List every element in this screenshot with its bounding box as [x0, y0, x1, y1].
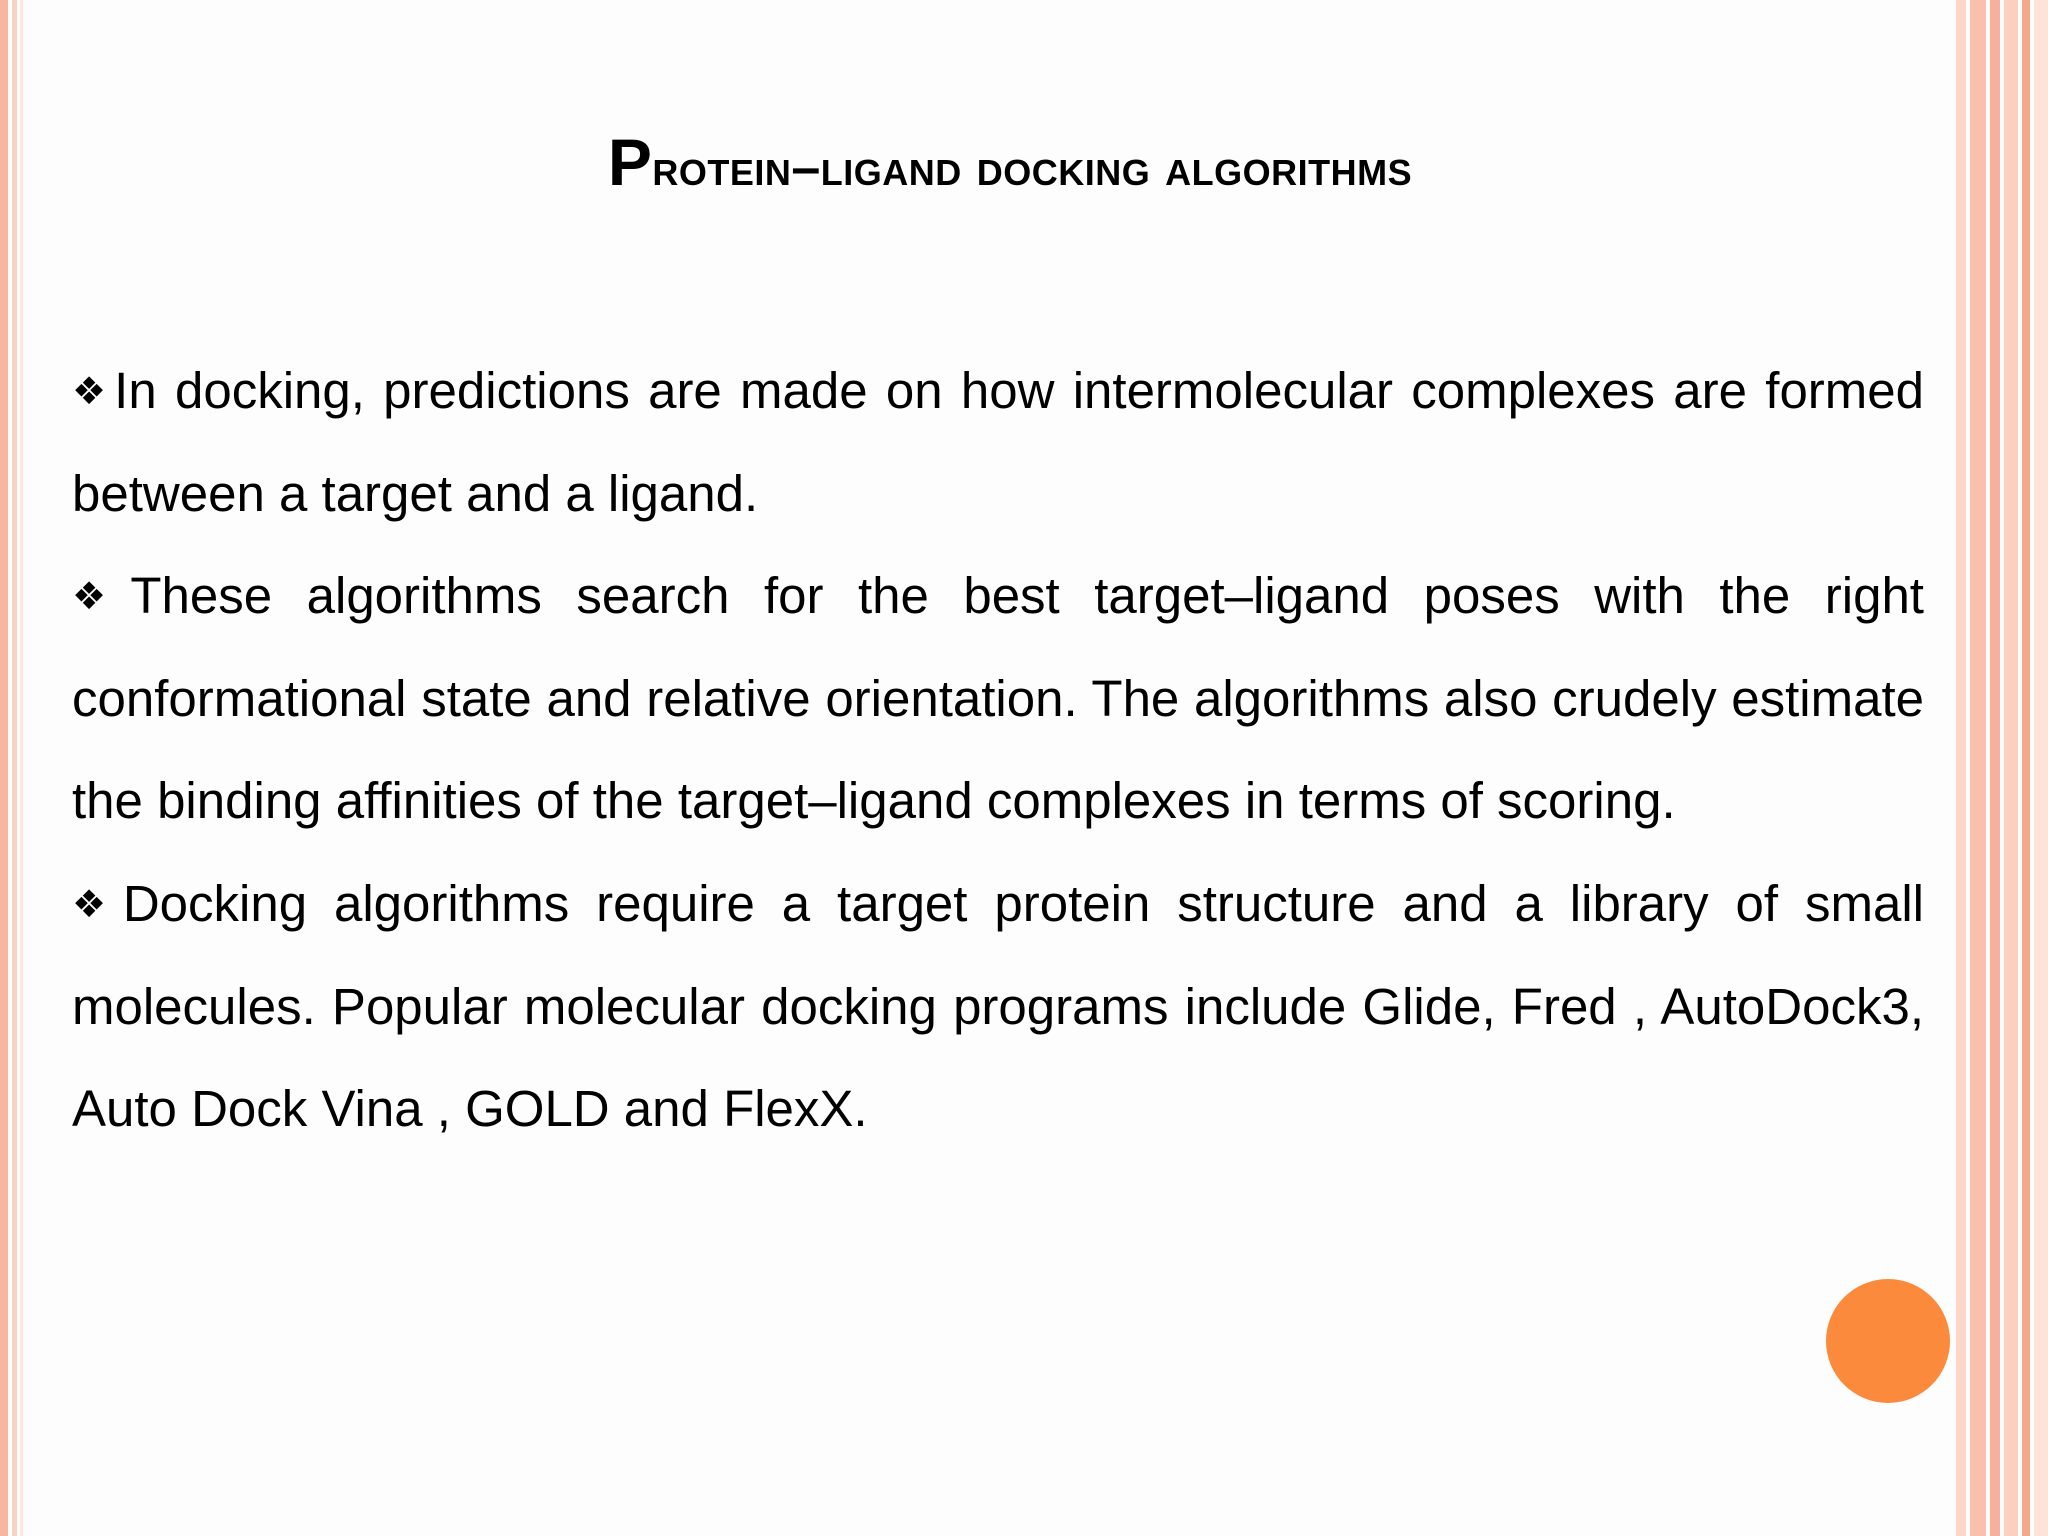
- title-rest: rotein–ligand docking algorithms: [652, 139, 1413, 197]
- bullet-paragraph: [72, 340, 1924, 545]
- left-stripe: [0, 0, 8, 1536]
- right-stripe: [1970, 0, 1986, 1536]
- diamond-bullet-icon: ❖: [72, 881, 119, 926]
- orange-circle-decoration: [1826, 1279, 1950, 1403]
- right-stripe: [2022, 0, 2030, 1536]
- right-stripe: [2034, 0, 2048, 1536]
- bullet-paragraph: [72, 545, 1924, 853]
- bullet-text: In docking, predictions are made on how intermolecular complexes are formed between a target and a ligand.: [72, 362, 1924, 522]
- title-first-letter: P: [607, 125, 653, 199]
- right-stripe: [2004, 0, 2018, 1536]
- left-stripe: [20, 0, 23, 1536]
- slide-title: [60, 124, 1960, 200]
- diamond-bullet-icon: ❖: [72, 369, 111, 413]
- diamond-bullet-icon: ❖: [72, 574, 127, 619]
- right-stripe: [1990, 0, 2000, 1536]
- slide-body: [72, 340, 1924, 1161]
- bullet-text: These algorithms search for the best target–ligand poses with the right conformational state and relative orientation. The algorithms also crudely estimate the binding affinities of the target–ligand complexes in terms of scoring.: [72, 567, 1924, 830]
- bullet-text: Docking algorithms require a target protein structure and a library of small molecules. Popular molecular docking programs include Glide, Fred , AutoDock3, Auto Dock Vina , GOLD and FlexX.: [72, 874, 1924, 1138]
- left-stripe: [12, 0, 17, 1536]
- right-stripe: [1956, 0, 1966, 1536]
- bullet-paragraph: [72, 853, 1924, 1161]
